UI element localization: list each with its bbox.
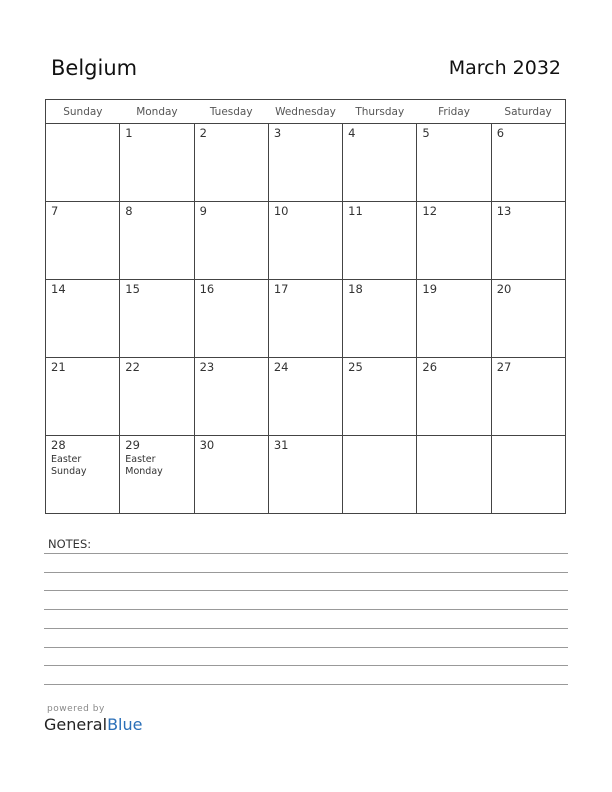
- notes-line: [44, 572, 568, 573]
- day-cell: [120, 280, 194, 358]
- day-number: 28: [51, 438, 66, 452]
- powered-by-label: powered by: [47, 704, 105, 714]
- day-number: [46, 124, 119, 127]
- weekday-saturday: Saturday: [491, 100, 565, 124]
- day-number: 15: [125, 282, 140, 296]
- day-number: 27: [496, 360, 512, 374]
- notes-line: [44, 590, 568, 591]
- day-number: 11: [348, 204, 363, 218]
- day-cell: [46, 202, 120, 280]
- day-number: 29: [125, 438, 140, 452]
- country-title: Belgium: [51, 56, 138, 80]
- holiday-label: [46, 452, 119, 478]
- day-number: 26: [422, 360, 438, 374]
- day-number: 1: [125, 126, 133, 140]
- day-number: 30: [199, 438, 215, 452]
- holiday-line: Easter: [125, 454, 156, 465]
- day-cell: [343, 436, 417, 514]
- month-year-title: March 2032: [448, 57, 561, 79]
- week-row: [46, 280, 566, 358]
- week-row: [46, 124, 566, 202]
- day-cell: [120, 124, 194, 202]
- holiday-line: Easter: [51, 454, 82, 465]
- day-number: 12: [422, 204, 438, 218]
- day-cell: [491, 358, 565, 436]
- day-number: 31: [273, 438, 289, 452]
- day-cell: [268, 280, 342, 358]
- day-number: 3: [273, 126, 282, 140]
- weekday-header-row: [46, 100, 566, 124]
- brand-general: General: [44, 715, 108, 734]
- day-number: 13: [496, 204, 512, 218]
- day-cell: [194, 124, 268, 202]
- day-cell: [343, 358, 417, 436]
- week-row: [46, 202, 566, 280]
- day-number: 23: [199, 360, 215, 374]
- day-cell: [417, 358, 491, 436]
- day-number: 19: [422, 282, 438, 296]
- day-cell: [46, 436, 120, 514]
- day-number: 8: [125, 204, 133, 218]
- notes-line: [44, 609, 568, 610]
- day-number: 20: [496, 282, 512, 296]
- day-number: [417, 436, 490, 439]
- day-number: 5: [422, 126, 430, 140]
- day-cell: [343, 280, 417, 358]
- day-number: 9: [199, 204, 207, 218]
- day-cell: [120, 436, 194, 514]
- holiday-line: Monday: [125, 466, 163, 477]
- notes-line: [44, 647, 568, 648]
- day-cell: [268, 358, 342, 436]
- day-cell: [120, 358, 194, 436]
- notes-line: [44, 665, 568, 666]
- day-cell: [343, 202, 417, 280]
- brand-blue: Blue: [107, 715, 143, 734]
- day-cell: [120, 202, 194, 280]
- day-number: 22: [125, 360, 140, 374]
- notes-line: [44, 553, 568, 554]
- day-number: 10: [273, 204, 289, 218]
- day-number: 18: [348, 282, 363, 296]
- calendar-grid: [45, 99, 566, 514]
- notes-line: [44, 628, 568, 629]
- notes-line: [44, 684, 568, 685]
- day-cell: [46, 124, 120, 202]
- day-cell: [491, 436, 565, 514]
- day-number: 17: [273, 282, 289, 296]
- day-number: 24: [273, 360, 289, 374]
- day-cell: [417, 280, 491, 358]
- day-cell: [194, 358, 268, 436]
- day-number: [343, 436, 416, 439]
- day-cell: [491, 202, 565, 280]
- day-number: 14: [51, 282, 66, 296]
- holiday-label: [120, 452, 193, 478]
- day-cell: [268, 124, 342, 202]
- day-number: 2: [199, 126, 207, 140]
- day-number: 7: [51, 204, 59, 218]
- day-number: 21: [51, 360, 66, 374]
- notes-label: NOTES:: [48, 537, 92, 551]
- weekday-tuesday: Tuesday: [194, 100, 268, 124]
- week-row: [46, 358, 566, 436]
- day-number: 6: [496, 126, 505, 140]
- day-cell: [417, 124, 491, 202]
- day-cell: [46, 280, 120, 358]
- day-cell: [194, 202, 268, 280]
- weekday-friday: Friday: [417, 100, 491, 124]
- week-row: [46, 436, 566, 514]
- day-number: 16: [199, 282, 215, 296]
- day-cell: [268, 436, 342, 514]
- day-cell: [194, 280, 268, 358]
- weekday-wednesday: Wednesday: [268, 100, 342, 124]
- brand-logo: [44, 704, 142, 734]
- weekday-thursday: Thursday: [343, 100, 417, 124]
- weekday-sunday: Sunday: [46, 100, 120, 124]
- day-cell: [491, 280, 565, 358]
- day-cell: [268, 202, 342, 280]
- day-cell: [343, 124, 417, 202]
- day-number: [492, 436, 565, 439]
- holiday-line: Sunday: [51, 466, 87, 477]
- day-cell: [417, 202, 491, 280]
- brand-name: [44, 715, 142, 734]
- weekday-monday: Monday: [120, 100, 194, 124]
- day-number: 4: [348, 126, 356, 140]
- day-cell: [194, 436, 268, 514]
- day-cell: [46, 358, 120, 436]
- day-number: 25: [348, 360, 363, 374]
- day-cell: [491, 124, 565, 202]
- day-cell: [417, 436, 491, 514]
